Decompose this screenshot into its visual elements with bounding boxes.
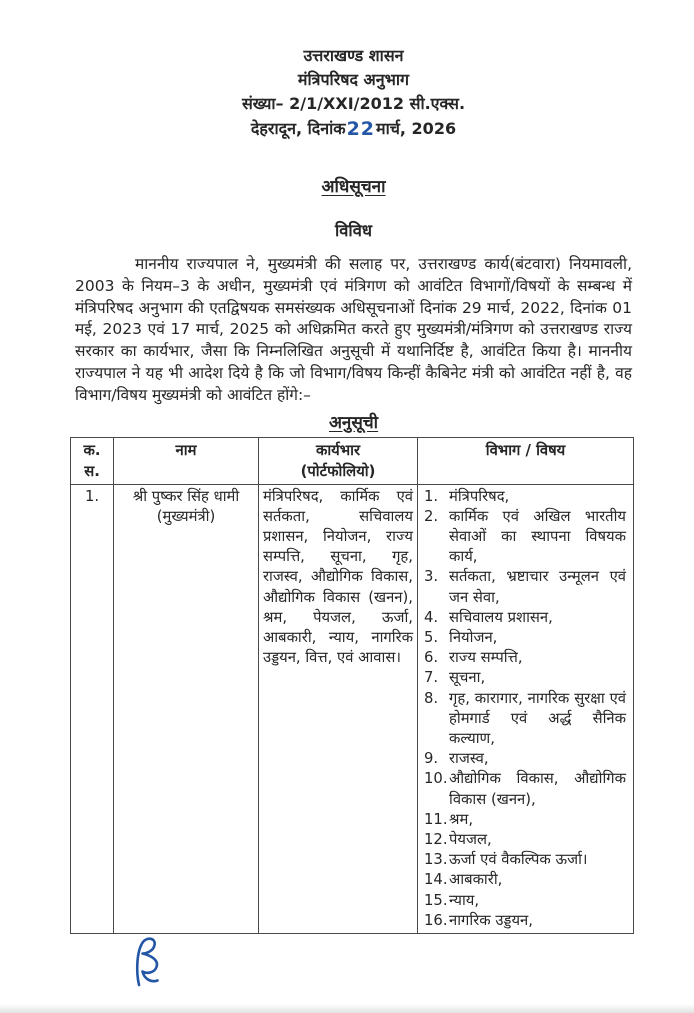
department-text: नागरिक उड्डयन, [449, 911, 533, 929]
department-text: श्रम, [449, 810, 474, 828]
department-item [422, 911, 629, 931]
minister-role: (मुख्यमंत्री) [156, 507, 216, 525]
department-number: 16. [424, 911, 448, 929]
header-portfolio: कार्यभार (पोर्टफोलियो) [259, 437, 418, 484]
department-item [422, 628, 629, 648]
schedule-title: अनुसूची [328, 412, 379, 433]
department-item [422, 891, 629, 911]
department-list [422, 487, 629, 931]
date-prefix: देहरादून, दिनांक [250, 119, 346, 138]
department-item [422, 507, 629, 568]
minister-name: श्री पुष्कर सिंह धामी [132, 487, 240, 505]
department-number: 4. [424, 608, 439, 626]
table-row [71, 484, 634, 933]
date-suffix: मार्च, 2026 [376, 119, 457, 138]
cell-name [114, 484, 259, 933]
notification-title: अधिसूचना [321, 177, 386, 197]
department-item [422, 870, 629, 890]
department-text: गृह, कारागार, नागरिक सुरक्षा एवं होमगार्ड एवं अर्द्ध सैनिक कल्याण, [449, 689, 626, 748]
section-name: मंत्रिपरिषद अनुभाग [297, 70, 410, 89]
department-item [422, 810, 629, 830]
department-number: 7. [424, 669, 439, 687]
department-number: 11. [424, 810, 448, 828]
department-text: सूचना, [449, 669, 486, 687]
department-number: 5. [424, 629, 439, 646]
handwritten-signature-mark [126, 934, 170, 994]
department-item [422, 648, 629, 668]
department-number: 8. [424, 689, 439, 707]
department-item [422, 608, 629, 628]
cell-departments [418, 484, 634, 933]
cell-portfolio: मंत्रिपरिषद, कार्मिक एवं सर्तकता, सचिवालय प्रशासन, नियोजन, राज्य सम्पत्ति, सूचना, गृह, राजस्व, औद्योगिक विकास, औद्योगिक विकास (खनन), श्रम, पेयजल, ऊर्जा, आबकारी, न्याय, नागरिक उड्डयन, वित्त, एवं आवास। [259, 484, 418, 933]
cell-serial-number: 1. [71, 484, 114, 933]
document-content [75, 0, 632, 934]
department-text: आबकारी, [449, 871, 503, 889]
department-number: 14. [424, 871, 448, 889]
department-text: मंत्रिपरिषद, [449, 487, 510, 505]
department-text: न्याय, [449, 891, 480, 909]
department-item [422, 689, 629, 750]
department-item [422, 850, 629, 870]
place-date-line [75, 116, 632, 141]
department-text: सचिवालय प्रशासन, [449, 608, 553, 626]
department-text: कार्मिक एवं अखिल भारतीय सेवाओं का स्थापना विषयक कार्य, [449, 507, 626, 566]
department-text: सर्तकता, भ्रष्टाचार उन्मूलन एवं जन सेवा, [449, 568, 626, 606]
department-number: 9. [424, 750, 439, 768]
reference-number: संख्या– 2/1/XXI/2012 सी.एक्स. [241, 94, 466, 113]
department-number: 6. [424, 649, 439, 667]
department-item [422, 769, 629, 809]
department-text: पेयजल, [449, 831, 492, 849]
department-number: 2. [424, 507, 439, 525]
table-header-row [71, 437, 634, 484]
body-paragraph: माननीय राज्यपाल ने, मुख्यमंत्री की सलाह पर, उत्तराखण्ड कार्य(बंटवारा) नियमावली, 2003 के नियम–3 के अधीन, मुख्यमंत्री एवं मंत्रिगण को आवंटित विभागों/विषयों के सम्बन्ध में मंत्रिपरिषद अनुभाग की एतद्विषयक समसंख्यक अधिसूचनाओं दिनांक 29 मार्च, 2022, दिनांक 01 मई, 2023 एवं 17 मार्च, 2025 को अधिक्रमित करते हुए मुख्यमंत्री/मंत्रिगण को उत्तराखण्ड राज्य सरकार का कार्यभार, जैसा कि निम्नलिखित अनुसूची में यथानिर्दिष्ट है, आवंटित किया है। माननीय राज्यपाल ने यह भी आदेश दिये है कि जो विभाग/विषय किन्हीं कैबिनेट मंत्री को आवंटित नहीं है, वह विभाग/विषय मुख्यमंत्री को आवंटित होंगे:– [75, 255, 632, 404]
department-text: ऊर्जा एवं वैकल्पिक ऊर्जा। [449, 851, 588, 869]
department-item [422, 567, 629, 607]
notification-subtitle: विविध [334, 221, 373, 240]
department-item [422, 668, 629, 688]
department-text: नियोजन, [449, 629, 498, 646]
department-item [422, 830, 629, 850]
department-number: 1. [424, 487, 439, 505]
letterhead [75, 44, 632, 141]
handwritten-day: 22 [346, 118, 376, 140]
department-text: औद्योगिक विकास, औद्योगिक विकास (खनन), [449, 770, 626, 808]
header-department: विभाग / विषय [418, 437, 634, 484]
header-name: नाम [114, 437, 259, 484]
department-number: 15. [424, 891, 448, 909]
department-item [422, 749, 629, 769]
department-number: 12. [424, 831, 448, 849]
department-number: 13. [424, 851, 448, 869]
scan-edge-shadow [0, 1004, 694, 1013]
department-number: 10. [424, 770, 448, 788]
department-number: 3. [424, 568, 439, 586]
schedule-table [70, 437, 634, 934]
department-item [422, 487, 629, 507]
government-name: उत्तराखण्ड शासन [303, 46, 404, 65]
signature-icon [126, 934, 170, 990]
department-text: राजस्व, [449, 750, 489, 768]
header-serial-number: क. स. [71, 437, 114, 484]
department-text: राज्य सम्पत्ति, [449, 649, 523, 667]
